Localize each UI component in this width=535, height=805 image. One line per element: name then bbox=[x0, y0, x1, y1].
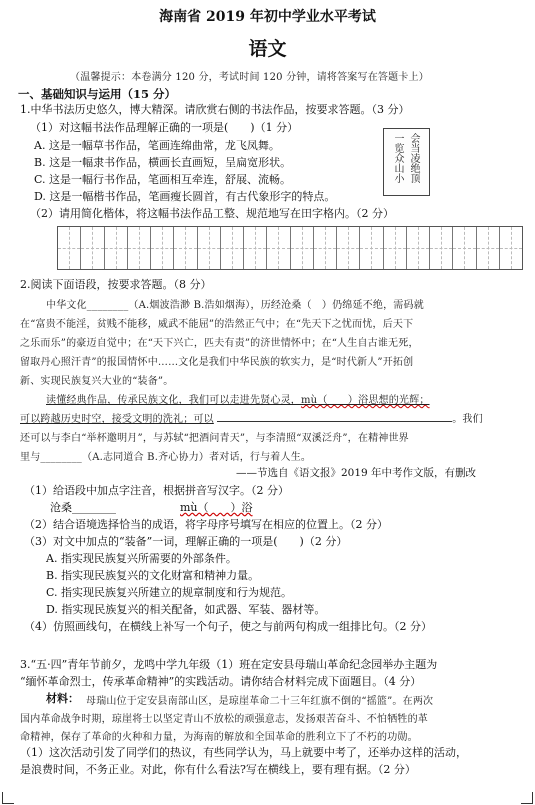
tianzige-grid[interactable] bbox=[57, 226, 523, 270]
q2-option-c: C. 指实现民族复兴所建立的规章制度和行为规范。 bbox=[46, 586, 293, 599]
section-heading: 一、基础知识与运用（15 分） bbox=[18, 87, 177, 101]
grid-cell[interactable] bbox=[407, 227, 430, 269]
q2-passage-line: 里与________（A.志同道合 B.齐心协力）者对话，行与着人生。 bbox=[20, 452, 312, 463]
exam-notice: （温馨提示：本卷满分 120 分，考试时间 120 分钟，请将答案写在答题卡上） bbox=[70, 72, 429, 83]
q1-option-d: D. 这是一幅楷书作品，笔画瘦长圆首，有古代象形字的特点。 bbox=[34, 190, 336, 203]
q2-passage-line bbox=[46, 391, 430, 406]
q3-stem: 3.“五·四”青年节前夕，龙鸣中学九年级（1）班在定安县母瑞山革命纪念园举办主题为 bbox=[20, 658, 438, 671]
q1-stem: 1.中华书法历史悠久，博大精深。请欣赏右侧的书法作品，按要求答题。（3 分） bbox=[20, 103, 410, 116]
grid-cell[interactable] bbox=[81, 227, 104, 269]
q2-underlined-sentence: 可以跨越历史时空，接受文明的洗礼；可以 bbox=[20, 414, 214, 425]
q2-underlined-sentence: 读懂经典作品，传承民族文化，我们可以走进先贤心灵， bbox=[46, 395, 301, 406]
q2-option-a: A. 指实现民族复兴所需要的外部条件。 bbox=[46, 552, 237, 565]
grid-cell[interactable] bbox=[360, 227, 383, 269]
q3-sub1: 是浪费时间，不务正业。对此，你有什么看法?写在横线上，要有理有据。（2 分） bbox=[20, 763, 416, 776]
grid-cell[interactable] bbox=[500, 227, 522, 269]
q2-passage-line: 留取丹心照汗青”的报国情怀中……文化是我们中华民族的软实力，是“时代新人”开拓创 bbox=[20, 357, 414, 368]
q2-source: ——节选自《语文报》2019 年中考作文版，有删改 bbox=[236, 467, 477, 479]
grid-cell[interactable] bbox=[151, 227, 174, 269]
q3-material-label: 材料： bbox=[46, 692, 79, 705]
grid-cell[interactable] bbox=[477, 227, 500, 269]
grid-cell[interactable] bbox=[267, 227, 290, 269]
q2-passage-line: 在“富贵不能淫，贫贱不能移，威武不能屈”的浩然正气中；在“先天下之忧而忧，后天下 bbox=[20, 319, 414, 330]
q3-stem: “缅怀革命烈士，传承革命精神”的实践活动。请你结合材料完成下面题目。（4 分） bbox=[20, 675, 422, 688]
grid-cell[interactable] bbox=[174, 227, 197, 269]
q1-option-b: B. 这是一幅隶书作品，横画长直画短，呈扁宽形状。 bbox=[34, 156, 292, 169]
q2-sub4: （4）仿照画线句，在横线上补写一个句子，使之与前两句构成一组排比句。（2 分） bbox=[24, 620, 432, 633]
q3-material-line: 母瑞山位于定安县南部山区，是琼崖革命二十三年红旗不倒的“摇篮”。在两次 bbox=[86, 696, 434, 707]
q2-sub1-word-a: 沧桑________ bbox=[50, 501, 116, 514]
fill-in-line[interactable] bbox=[217, 411, 452, 422]
q1-sub1: （1）对这幅书法作品理解正确的一项是( )（1 分） bbox=[30, 121, 299, 134]
q2-sub3: （3）对文中加点的“装备”一词，理解正确的一项是( )（2 分） bbox=[24, 535, 348, 548]
grid-cell[interactable] bbox=[430, 227, 453, 269]
q2-passage-line: 新、实现民族复兴大业的“装备”。 bbox=[20, 376, 174, 387]
q1-option-c: C. 这是一幅行书作品，笔画相互牵连，舒展、流畅。 bbox=[34, 173, 292, 186]
q1-option-a: A. 这是一幅草书作品，笔画连绵曲常，龙飞凤舞。 bbox=[34, 139, 280, 152]
q2-sub1: （1）给语段中加点字注音，根据拼音写汉字。（2 分） bbox=[24, 484, 289, 497]
q2-option-b: B. 指实现民族复兴的文化财富和精神力量。 bbox=[46, 569, 260, 582]
grid-cell[interactable] bbox=[105, 227, 128, 269]
q1-sub2: （2）请用简化楷体，将这幅书法作品工整、规范地写在田字格内。（2 分） bbox=[30, 207, 394, 220]
grid-cell[interactable] bbox=[453, 227, 476, 269]
q2-sub2: （2）结合语境选择恰当的成语，将字母序号填写在相应的位置上。（2 分） bbox=[24, 518, 388, 531]
q2-stem: 2.阅读下面语段，按要求答题。（8 分） bbox=[20, 278, 212, 291]
q2-sub1-word-b: mù（ ）浴 bbox=[180, 501, 253, 514]
q3-sub1: （1）这次活动引发了同学们的热议，有些同学认为，马上就要中考了，还举办这样的活动， bbox=[20, 746, 467, 759]
exam-title: 海南省 2019 年初中学业水平考试 bbox=[159, 9, 376, 25]
grid-cell[interactable] bbox=[244, 227, 267, 269]
grid-cell[interactable] bbox=[291, 227, 314, 269]
q2-passage-line: 之乐而乐”的豪迈自觉中；在“天下兴亡，匹夫有责”的济世情怀中；在“人生自古谁无死， bbox=[20, 338, 419, 349]
calligraphy-column: 会当凌绝顶 bbox=[408, 133, 419, 183]
grid-cell[interactable] bbox=[337, 227, 360, 269]
q2-passage-line: 还可以与李白“举杯邀明月”，与苏轼“把酒问青天”，与李清照“双溪泛舟”，在精神世界 bbox=[20, 433, 409, 444]
calligraphy-artwork bbox=[383, 128, 430, 196]
q2-passage-line: 中华文化________（A.烟波浩渺 B.浩如烟海），历经沧桑（ ）仍绵延不绝，需码就 bbox=[46, 300, 424, 311]
grid-cell[interactable] bbox=[314, 227, 337, 269]
subject-title: 语文 bbox=[248, 38, 287, 60]
q3-material-line: 命精神，保存了革命的火种和力量，为海南的解放和全国革命的胜利立下了不朽的功勋。 bbox=[20, 732, 418, 743]
page-corner-mark bbox=[521, 803, 533, 804]
grid-cell[interactable] bbox=[58, 227, 81, 269]
q2-passage-line bbox=[20, 410, 483, 425]
q2-option-d: D. 指实现民族复兴的相关配备，如武器、军装、器材等。 bbox=[46, 603, 326, 616]
grid-cell[interactable] bbox=[384, 227, 407, 269]
page-corner-mark bbox=[2, 803, 14, 804]
q3-material-line: 国内革命战争时期，琼崖将士以坚定青山不放松的顽强意志，发扬艰苦奋斗、不怕牺牲的革 bbox=[20, 714, 428, 725]
grid-cell[interactable] bbox=[128, 227, 151, 269]
grid-cell[interactable] bbox=[198, 227, 221, 269]
calligraphy-column: 一览众山小 bbox=[392, 133, 403, 183]
q2-mu-blank: mù（ ）浴思想的光辉； bbox=[301, 395, 430, 406]
q2-we-text: 。我们 bbox=[452, 414, 483, 425]
grid-cell[interactable] bbox=[221, 227, 244, 269]
